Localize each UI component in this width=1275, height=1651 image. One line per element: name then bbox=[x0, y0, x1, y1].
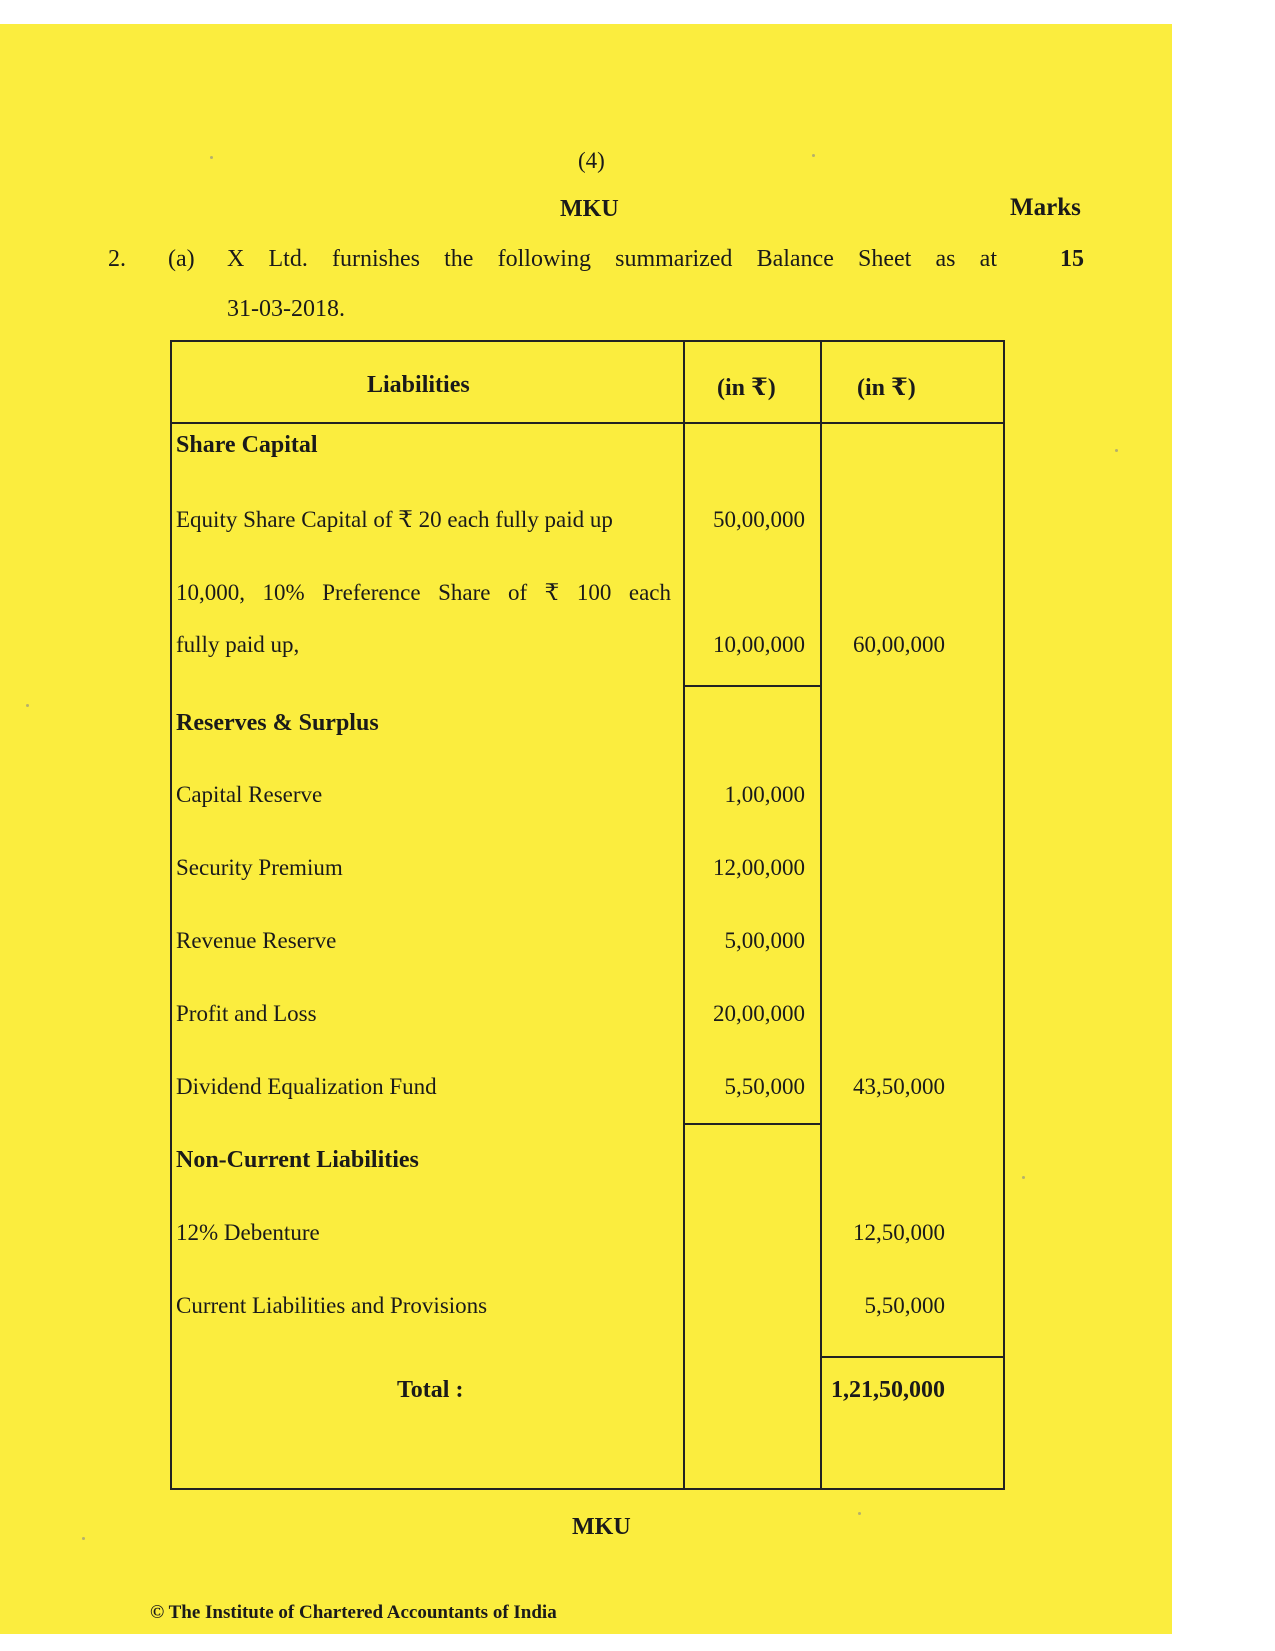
paper-speck bbox=[210, 156, 213, 159]
capital-reserve-amount: 1,00,000 bbox=[724, 782, 805, 807]
total-rule bbox=[820, 1356, 1003, 1358]
current-liabilities-amount: 5,50,000 bbox=[864, 1293, 945, 1318]
capital-reserve-label: Capital Reserve bbox=[176, 782, 323, 807]
paper-speck bbox=[858, 1512, 861, 1515]
header-amount-col1: (in ₹) bbox=[717, 375, 776, 401]
header-rule bbox=[172, 422, 1003, 424]
debenture-amount: 12,50,000 bbox=[853, 1220, 945, 1245]
dividend-fund-amount: 5,50,000 bbox=[724, 1074, 805, 1099]
preference-share-label-2: fully paid up, bbox=[176, 632, 300, 657]
security-premium-label: Security Premium bbox=[176, 855, 343, 880]
profit-loss-label: Profit and Loss bbox=[176, 1001, 317, 1026]
subtotal-rule-2 bbox=[683, 1123, 820, 1125]
preference-share-label-1: 10,000, 10% Preference Share of ₹ 100 each bbox=[176, 580, 671, 605]
current-liabilities-label: Current Liabilities and Provisions bbox=[176, 1293, 488, 1318]
marks-heading: Marks bbox=[1010, 194, 1081, 221]
paper-speck bbox=[26, 704, 29, 707]
total-label: Total : bbox=[397, 1377, 464, 1403]
profit-loss-amount: 20,00,000 bbox=[713, 1001, 805, 1026]
question-marks: 15 bbox=[1060, 246, 1084, 272]
question-text: X Ltd. furnishes the following summarized Balance Sheet as at bbox=[227, 246, 997, 272]
question-part: (a) bbox=[168, 246, 195, 272]
footer-code: MKU bbox=[572, 1514, 631, 1540]
section-reserves-surplus: Reserves & Surplus bbox=[176, 710, 379, 736]
revenue-reserve-label: Revenue Reserve bbox=[176, 928, 337, 953]
equity-share-label: Equity Share Capital of ₹ 20 each fully paid up bbox=[176, 507, 613, 532]
header-code: MKU bbox=[560, 196, 619, 222]
debenture-label: 12% Debenture bbox=[176, 1220, 320, 1245]
exam-page bbox=[0, 24, 1172, 1634]
subtotal-rule-1 bbox=[683, 685, 820, 687]
copyright-notice: © The Institute of Chartered Accountants of India bbox=[150, 1602, 557, 1623]
page-number: (4) bbox=[578, 148, 605, 173]
security-premium-amount: 12,00,000 bbox=[713, 855, 805, 880]
total-amount: 1,21,50,000 bbox=[831, 1377, 945, 1403]
reserves-total: 43,50,000 bbox=[853, 1074, 945, 1099]
preference-share-amount: 10,00,000 bbox=[713, 632, 805, 657]
paper-speck bbox=[82, 1537, 85, 1540]
dividend-fund-label: Dividend Equalization Fund bbox=[176, 1074, 437, 1099]
question-number: 2. bbox=[108, 246, 126, 272]
header-liabilities: Liabilities bbox=[367, 372, 470, 398]
balance-sheet-table bbox=[170, 340, 1005, 1490]
section-non-current-liabilities: Non-Current Liabilities bbox=[176, 1147, 419, 1173]
revenue-reserve-amount: 5,00,000 bbox=[724, 928, 805, 953]
paper-speck bbox=[812, 154, 815, 157]
paper-speck bbox=[1115, 449, 1118, 452]
section-share-capital: Share Capital bbox=[176, 432, 318, 458]
share-capital-total: 60,00,000 bbox=[853, 632, 945, 657]
equity-share-amount: 50,00,000 bbox=[713, 507, 805, 532]
header-amount-col2: (in ₹) bbox=[857, 375, 916, 401]
question-date: 31-03-2018. bbox=[227, 296, 345, 322]
paper-speck bbox=[1022, 1176, 1025, 1179]
